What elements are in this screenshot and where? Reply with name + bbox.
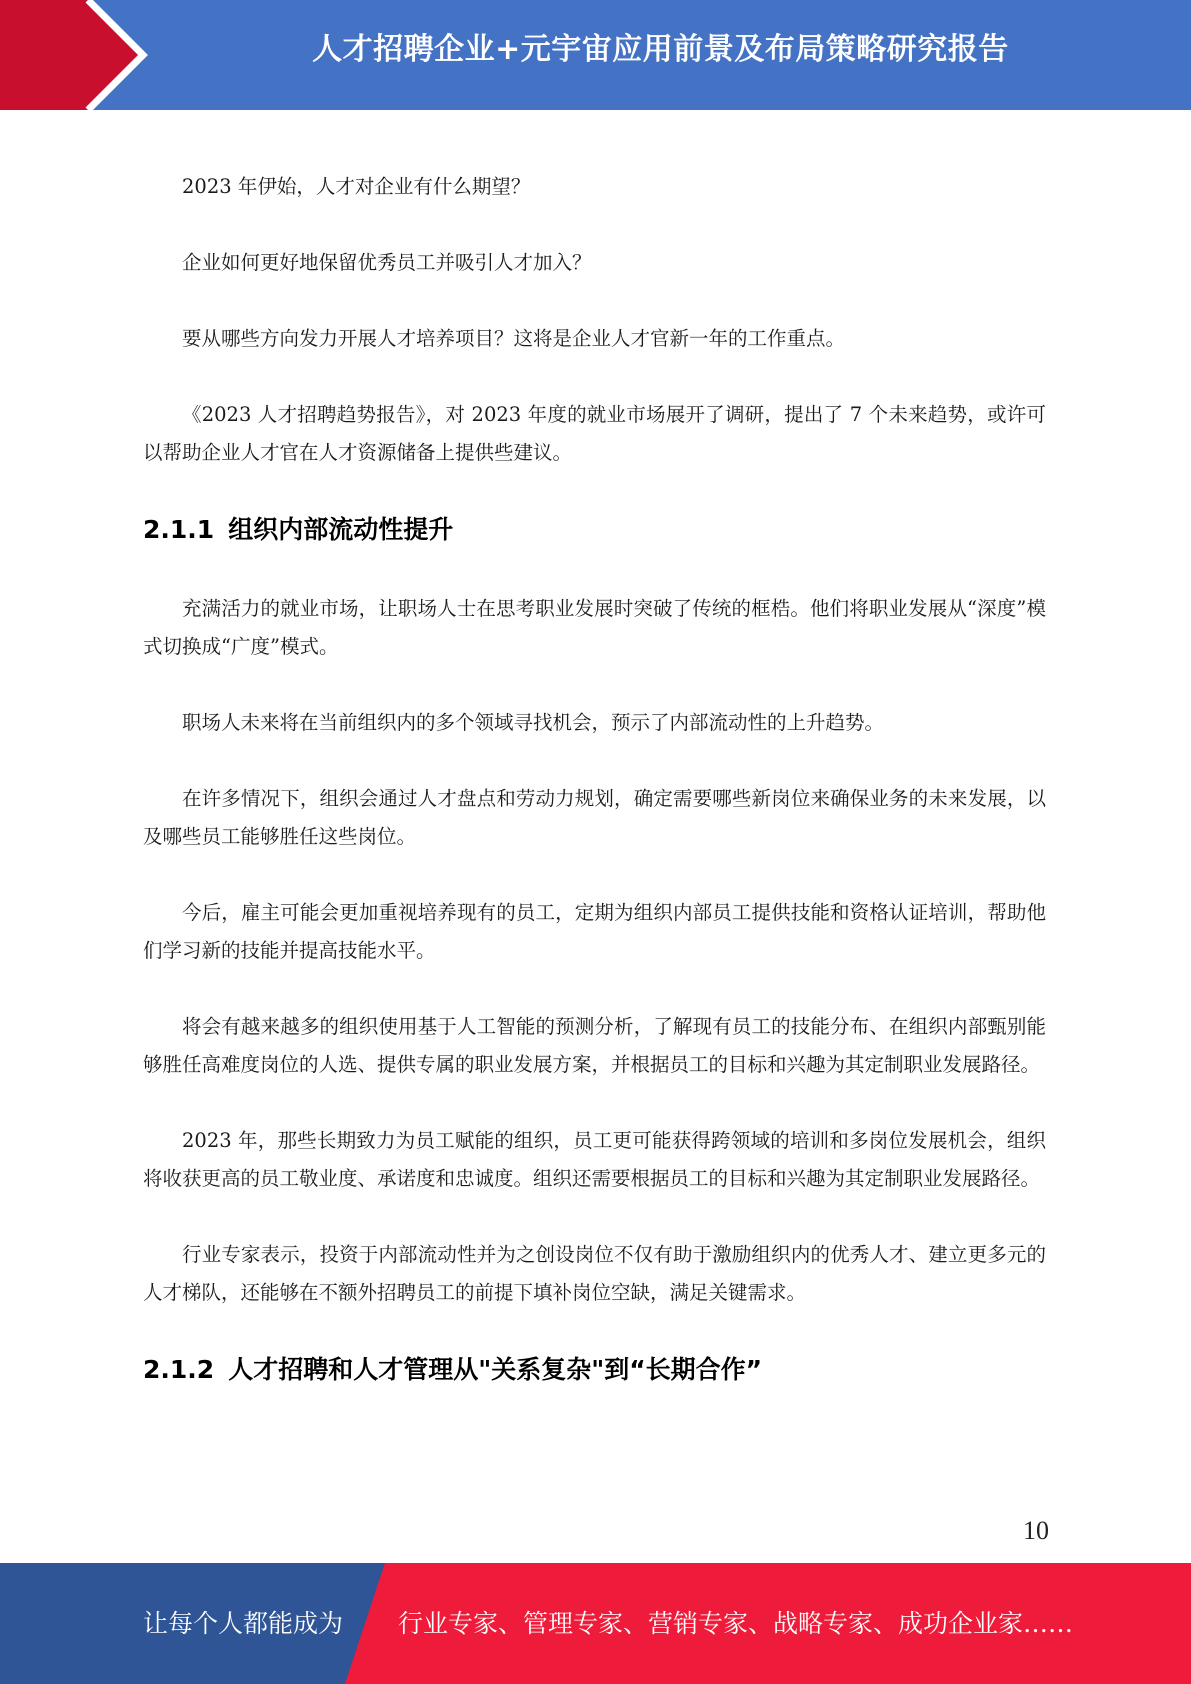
body-paragraph: 《2023 人才招聘趋势报告》，对 2023 年度的就业市场展开了调研，提出了 7 个未来趋势，或许可以帮助企业人才官在人才资源储备上提供些建议。 [143,403,1046,464]
body-paragraph: 职场人未来将在当前组织内的多个领域寻找机会，预示了内部流动性的上升趋势。 [182,711,885,734]
page-footer [0,1563,1191,1684]
body-paragraph: 企业如何更好地保留优秀员工并吸引人才加入？ [182,251,592,274]
header-arrow-decoration [0,0,160,110]
body-paragraph: 充满活力的就业市场，让职场人士在思考职业发展时突破了传统的框梏。他们将职业发展从“深度”模式切换成“广度”模式。 [143,597,1046,658]
report-title: 人才招聘企业+元宇宙应用前景及布局策略研究报告 [312,32,1009,67]
footer-slogan-right: 行业专家、管理专家、营销专家、战略专家、成功企业家…… [398,1609,1074,1638]
page-number: 10 [1023,1516,1049,1545]
section-number: 2.1.1 [143,515,215,544]
section-title: 人才招聘和人才管理从"关系复杂"到“长期合作” [228,1355,763,1384]
body-paragraph: 2023 年伊始，人才对企业有什么期望？ [182,175,531,198]
body-paragraph: 在许多情况下，组织会通过人才盘点和劳动力规划，确定需要哪些新岗位来确保业务的未来发展，以及哪些员工能够胜任这些岗位。 [143,787,1046,848]
section-title: 组织内部流动性提升 [228,515,454,544]
section-number: 2.1.2 [143,1355,215,1384]
body-paragraph: 将会有越来越多的组织使用基于人工智能的预测分析，了解现有员工的技能分布、在组织内部甄别能够胜任高难度岗位的人选、提供专属的职业发展方案，并根据员工的目标和兴趣为其定制职业发展路径。 [143,1015,1046,1076]
body-paragraph: 行业专家表示，投资于内部流动性并为之创设岗位不仅有助于激励组织内的优秀人才、建立更多元的人才梯队，还能够在不额外招聘员工的前提下填补岗位空缺，满足关键需求。 [143,1243,1046,1304]
body-paragraph: 今后，雇主可能会更加重视培养现有的员工，定期为组织内部员工提供技能和资格认证培训，帮助他们学习新的技能并提高技能水平。 [143,901,1046,962]
section-heading [143,510,1046,550]
page-header [0,0,1191,110]
body-paragraph: 要从哪些方向发力开展人才培养项目？这将是企业人才官新一年的工作重点。 [182,327,846,350]
document-body [143,168,1046,1430]
footer-slogan-left: 让每个人都能成为 [143,1609,344,1638]
section-heading [143,1350,1046,1390]
body-paragraph: 2023 年，那些长期致力为员工赋能的组织，员工更可能获得跨领域的培训和多岗位发展机会，组织将收获更高的员工敬业度、承诺度和忠诚度。组织还需要根据员工的目标和兴趣为其定制职业发展路径。 [143,1129,1046,1190]
